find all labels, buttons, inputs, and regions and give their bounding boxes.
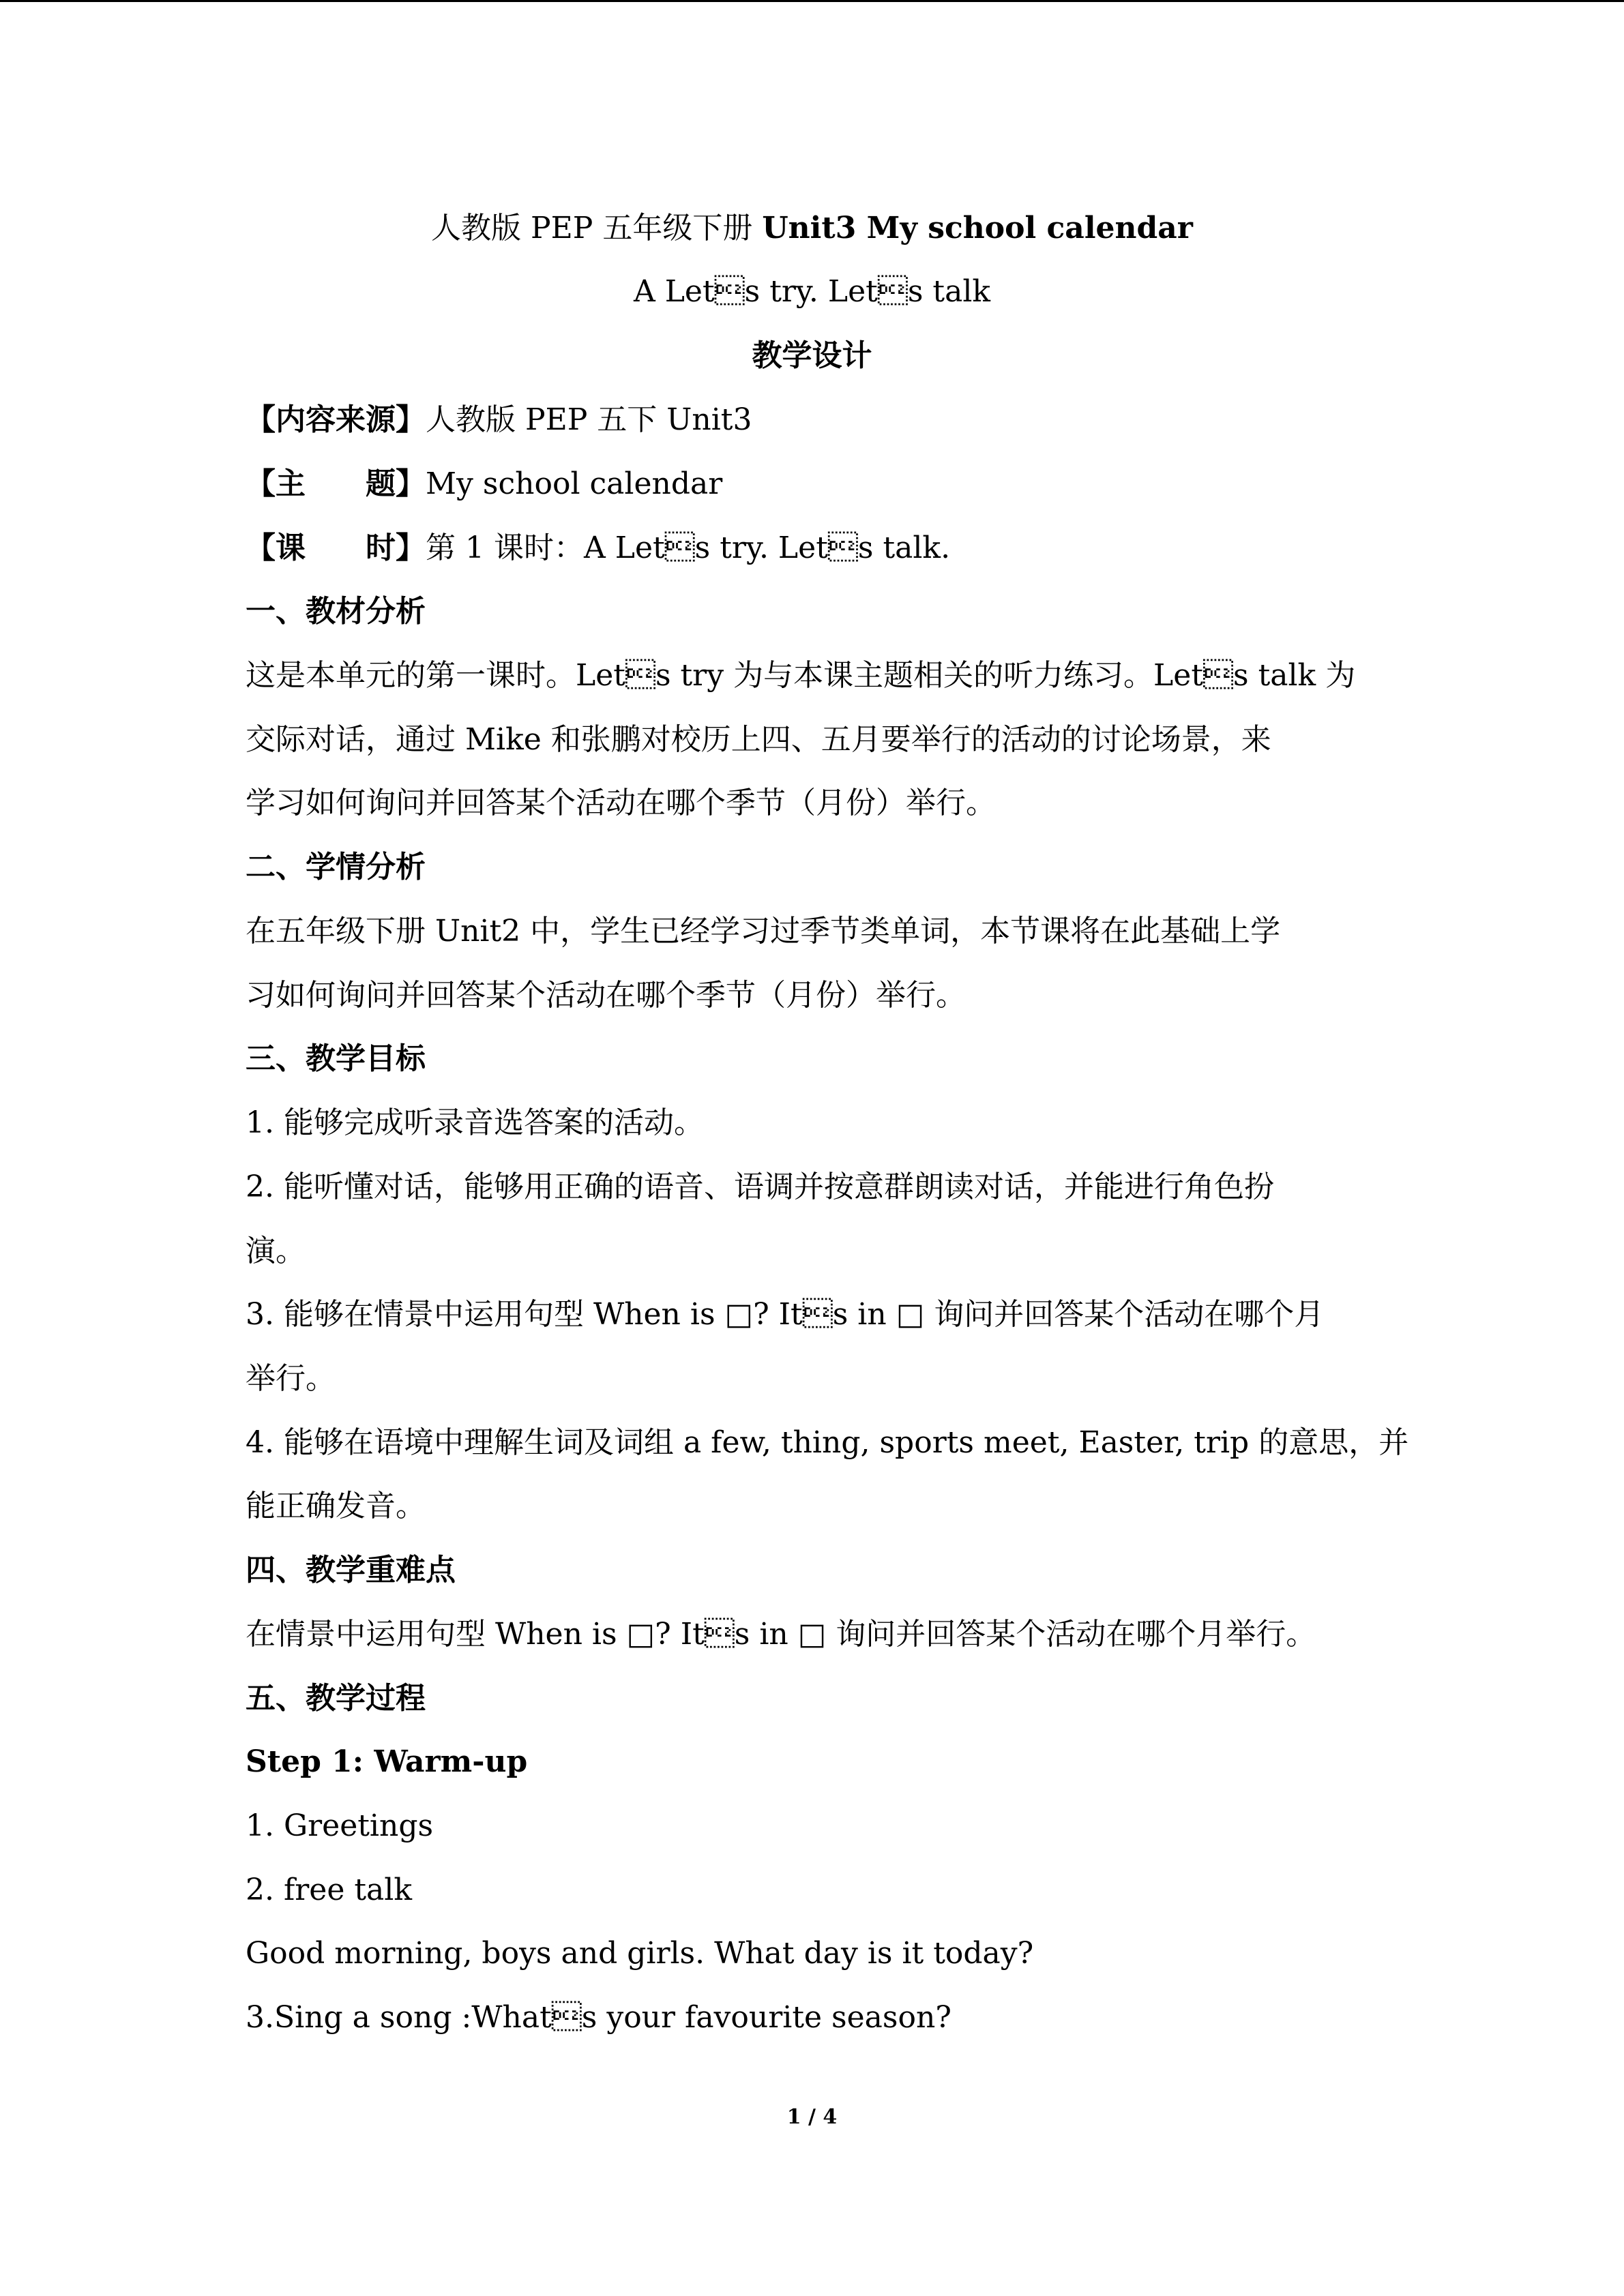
document-subtitle: A Lets try. Lets talk: [633, 274, 991, 309]
step-1-item: Good morning, boys and girls. What day is it today?: [246, 1936, 1034, 1971]
objective-item-4-continued: 能正确发音。: [246, 1489, 426, 1523]
document-heading: 教学设计: [752, 338, 872, 373]
section-1-paragraph-line: 学习如何询问并回答某个活动在哪个季节（月份）举行。: [246, 786, 996, 820]
meta-theme: [246, 464, 1391, 505]
document-title: [0, 208, 1624, 249]
section-2-heading: 二、学情分析: [246, 850, 426, 884]
step-1-item: 2. free talk: [246, 1873, 412, 1907]
meta-period-value: 第 1 课时：A Lets try. Lets talk.: [426, 531, 951, 565]
meta-theme-value: My school calendar: [426, 466, 723, 501]
title-unit: Unit3 My school calendar: [762, 211, 1193, 245]
meta-period: [246, 528, 1391, 569]
section-1-paragraph-line: 这是本单元的第一课时。Lets try 为与本课主题相关的听力练习。Lets talk 为: [246, 658, 1356, 693]
meta-source-label: 【内容来源】: [246, 402, 426, 437]
meta-source-value: 人教版 PEP 五下 Unit3: [426, 402, 752, 437]
section-2-paragraph-line: 在五年级下册 Unit2 中，学生已经学习过季节类单词，本节课将在此基础上学: [246, 914, 1281, 949]
objective-item-2: 2. 能听懂对话，能够用正确的语音、语调并按意群朗读对话，并能进行角色扮: [246, 1169, 1274, 1204]
section-1-paragraph-line: 交际对话，通过 Mike 和张鹏对校历上四、五月要举行的活动的讨论场景，来: [246, 722, 1271, 757]
step-1-item: 3.Sing a song :Whats your favourite season?: [246, 2000, 951, 2035]
objective-item-3-continued: 举行。: [246, 1361, 336, 1396]
section-3-heading: 三、教学目标: [246, 1041, 426, 1076]
meta-period-label-b: 时】: [366, 531, 426, 565]
step-1-heading: Step 1: Warm-up: [246, 1744, 528, 1779]
objective-item-3: 3. 能够在情景中运用句型 When is □? Its in □ 询问并回答某个活动在哪个月: [246, 1297, 1325, 1332]
section-4-heading: 四、教学重难点: [246, 1553, 456, 1587]
objective-item-4: 4. 能够在语境中理解生词及词组 a few, thing, sports meet, Easter, trip 的意思，并: [246, 1425, 1409, 1460]
section-5-heading: 五、教学过程: [246, 1681, 426, 1716]
section-2-paragraph-line: 习如何询问并回答某个活动在哪个季节（月份）举行。: [246, 978, 966, 1013]
objective-item-2-continued: 演。: [246, 1234, 306, 1268]
section-1-heading: 一、教材分析: [246, 594, 426, 629]
page-number: 1 / 4: [786, 2105, 838, 2129]
meta-theme-label-a: 【主: [246, 466, 306, 501]
section-4-paragraph-line: 在情景中运用句型 When is □? Its in □ 询问并回答某个活动在哪个月举行。: [246, 1617, 1316, 1652]
objective-item-1: 1. 能够完成听录音选答案的活动。: [246, 1105, 704, 1140]
title-prefix: 人教版 PEP 五年级下册: [431, 211, 763, 245]
meta-source: [246, 400, 1391, 441]
meta-period-label-a: 【课: [246, 531, 306, 565]
step-1-item: 1. Greetings: [246, 1808, 434, 1843]
meta-theme-label-b: 题】: [366, 466, 426, 501]
